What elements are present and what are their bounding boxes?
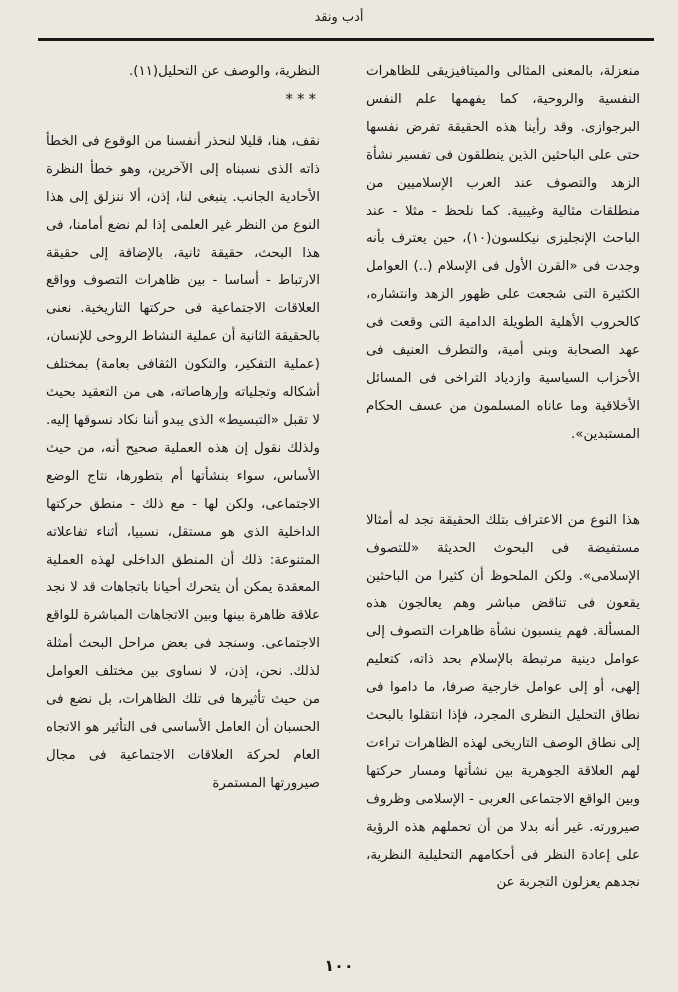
paragraph-gap (366, 449, 640, 507)
page-number: ١٠٠ (324, 956, 354, 975)
paragraph: نقف، هنا، قليلا لنحذر أنفسنا من الوقوع فى الخطأ ذاته الذى نسبناه إلى الآخرين، وهو خطأ النظرة الأحادية الجانب. ينبغى لنا، إذن، ألا ننزلق إلى هذا النوع من النظر غير العلمى إذا لم نضع أمامنا، فى هذا البحث، حقيقة ثانية، بالإضافة إلى حقيقة الارتباط - أساسا - بين ظاهرات التصوف وواقع العلاقات الاجتماعية فى حركتها التاريخية. نعنى بالحقيقة الثانية أن عملية النشاط الروحى للإنسان، (عملية التفكير، والتكون الثقافى بعامة) بمختلف أشكاله وتجلياته وإرهاصاته، هى من التعقيد بحيث لا تقبل «التبسيط» الذى يبدو أننا نكاد نسوقها إليه. ولذلك نقول إن هذه العملية صحيح أنه، من حيث الأساس، سواء بنشأتها أم بتطورها، نتاج الوضع الاجتماعى، ولكن لها - مع ذلك - منطق حركتها الداخلية الذى هو مستقل، نسبيا، أثناء تفاعلاته المتنوعة: ذلك أن المنطق الداخلى لهذه العملية المعقدة يمكن أن يتحرك أحيانا باتجاهات قد لا نجد علاقة ظاهرة بينها وبين الاتجاهات المباشرة للواقع الاجتماعى. وسنجد فى بعض مراحل البحث أمثلة لذلك. نحن، إذن، لا نساوى بين مختلف العوامل من حيث تأثيرها فى تلك الظاهرات، بل نضع فى الحسبان أن العامل الأساسى فى التأثير هو الاتجاه العام لحركة العلاقات الاجتماعية فى مجال صيرورتها المستمرة (46, 133, 320, 791)
paragraph-gap (46, 118, 320, 128)
paragraph: النظرية، والوصف عن التحليل(١١). (128, 64, 320, 79)
section-header: أدب ونقد (314, 10, 364, 25)
section-separator: *** (285, 89, 320, 108)
left-column (46, 58, 320, 798)
header-rule (38, 38, 654, 41)
paragraph: هذا النوع من الاعتراف بتلك الحقيقة نجد له أمثالا مستفيضة فى البحوث الحديثة «للتصوف الإسلامى». ولكن الملحوظ أن كثيرا من الباحثين يقعون فى تناقض مباشر وهم يعالجون هذه المسألة. فهم ينسبون نشأة ظاهرات التصوف إلى عوامل دينية مرتبطة بالإسلام بحد ذاته، كتعليم إلهى، أو إلى عوامل خارجية صرفا، ما داموا فى نطاق التحليل النظرى المجرد، فإذا انتقلوا بالبحث إلى نطاق الوصف التاريخى لهذه الظاهرات تراءت لهم العلاقة الجوهرية بين نشأتها ومسار حركتها وبين الواقع الاجتماعى العربى - الإسلامى وظروف صيرورته. غير أنه بدلا من أن تحملهم هذه الرؤية على إعادة النظر فى أحكامهم التحليلية النظرية، نجدهم يعزلون التجربة عن (366, 512, 640, 891)
right-column (366, 58, 640, 897)
paragraph: منعزلة، بالمعنى المثالى والميتافيزيقى للظاهرات النفسية والروحية، كما يفهمها علم النفس البرجوازى. وقد رأينا هذه الحقيقة تفرض نفسها حتى على الباحثين الذين ينطلقون فى تفسير نشأة الزهد والتصوف عند العرب الإسلاميين من منطلقات مثالية وغيبية. كما نلحظ - مثلا - عند الباحث الإنجليزى نيكلسون(١٠)، حين يعترف بأنه وجدت فى «القرن الأول فى الإسلام (..) العوامل الكثيرة التى شجعت على ظهور الزهد وانتشاره، كالحروب الأهلية الطويلة الدامية التى وقعت فى عهد الصحابة وبنى أمية، والتطرف العنيف فى الأحزاب السياسية وازدياد التراخى فى المسائل الأخلاقية وما عاناه المسلمون من عسف الحكام المستبدين». (366, 64, 640, 442)
